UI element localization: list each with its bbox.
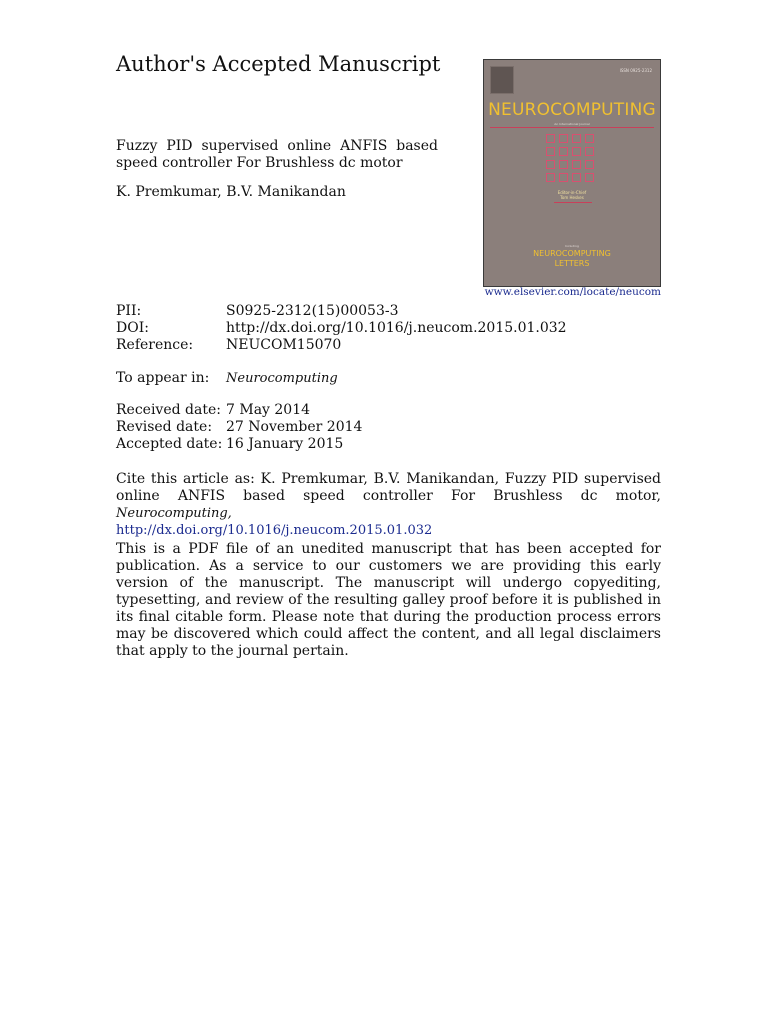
cover-issn: ISSN 0925-2312 [619, 68, 652, 73]
cover-editor-rule [554, 202, 592, 203]
page-header-title: Author's Accepted Manuscript [116, 52, 441, 76]
cover-grid-cell [546, 160, 555, 169]
pii-value: S0925-2312(15)00053-3 [226, 303, 399, 319]
revised-label: Revised date: [116, 419, 213, 435]
cover-grid-cell [572, 147, 581, 156]
revised-value: 27 November 2014 [226, 419, 363, 435]
cover-grid-pattern [546, 134, 598, 184]
cover-journal-name: NEUROCOMPUTING [488, 100, 656, 120]
article-authors: K. Premkumar, B.V. Manikandan [116, 184, 346, 200]
cover-subtitle: An International Journal [554, 122, 590, 126]
cover-letters-line1: NEUROCOMPUTING [533, 249, 611, 258]
cover-grid-cell [585, 173, 594, 182]
received-value: 7 May 2014 [226, 402, 311, 418]
cover-grid-cell [546, 173, 555, 182]
cover-grid-cell [572, 160, 581, 169]
cover-letters [484, 249, 660, 269]
cover-rule [490, 127, 654, 128]
cover-grid-cell [585, 134, 594, 143]
cover-editor [484, 190, 660, 200]
cover-letters-line2: LETTERS [554, 259, 590, 268]
cover-editor-line1: Editor-in-Chief [557, 190, 587, 195]
cover-editor-line2: Tom Heskes [560, 195, 584, 200]
appear-label: To appear in: [116, 370, 210, 386]
cover-grid-cell [585, 160, 594, 169]
cover-grid-cell [546, 134, 555, 143]
cover-grid-cell [559, 134, 568, 143]
doi-label: DOI: [116, 320, 149, 336]
article-title: Fuzzy PID supervised online ANFIS based speed controller For Brushless dc motor [116, 138, 438, 171]
accepted-label: Accepted date: [116, 436, 223, 452]
received-label: Received date: [116, 402, 221, 418]
citation-journal: Neurocomputing, [116, 506, 232, 521]
cover-grid-cell [572, 173, 581, 182]
cover-grid-cell [546, 147, 555, 156]
journal-website-link[interactable]: www.elsevier.com/locate/neucom [484, 286, 661, 298]
citation-doi-link[interactable]: http://dx.doi.org/10.1016/j.neucom.2015.01.032 [116, 523, 433, 538]
reference-value: NEUCOM15070 [226, 337, 342, 353]
citation-block [116, 471, 661, 539]
cover-grid-cell [559, 160, 568, 169]
elsevier-logo-icon [490, 66, 514, 94]
doi-value[interactable]: http://dx.doi.org/10.1016/j.neucom.2015.01.032 [226, 320, 567, 336]
pii-label: PII: [116, 303, 142, 319]
reference-label: Reference: [116, 337, 194, 353]
manuscript-notice: This is a PDF file of an unedited manuscript that has been accepted for publication. As a service to our customers we are providing this early version of the manuscript. The manuscript will undergo copyediting, typesetting, and review of the resulting galley proof before it is published in its final citable form. Please note that during the production process errors may be discovered which could affect the content, and all legal disclaimers that apply to the journal pertain. [116, 541, 661, 659]
cover-grid-cell [559, 173, 568, 182]
journal-cover-image [483, 59, 661, 287]
cover-grid-cell [572, 134, 581, 143]
accepted-value: 16 January 2015 [226, 436, 344, 452]
cover-letters-small: Including [565, 244, 579, 248]
appear-value: Neurocomputing [226, 371, 338, 386]
citation-text: Cite this article as: K. Premkumar, B.V. Manikandan, Fuzzy PID supervised online ANFIS based speed controller For Brushless dc motor, [116, 471, 661, 504]
cover-grid-cell [585, 147, 594, 156]
cover-grid-cell [559, 147, 568, 156]
